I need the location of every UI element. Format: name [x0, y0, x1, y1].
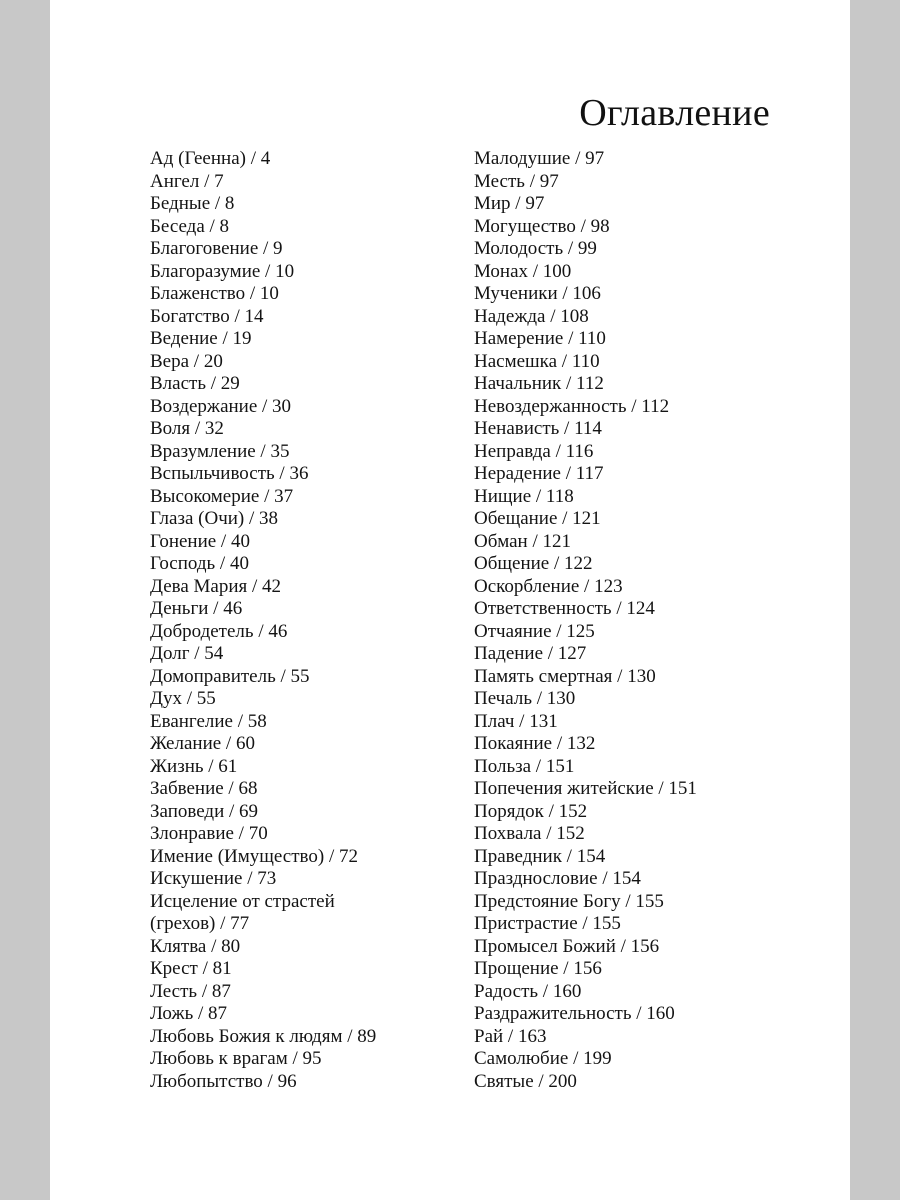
- toc-entry: Нерадение / 117: [474, 463, 604, 484]
- toc-entry: Прощение / 156: [474, 958, 602, 979]
- toc-entry: Долг / 54: [150, 643, 224, 664]
- toc-entry: Обещание / 121: [474, 508, 601, 529]
- toc-entry: Злонравие / 70: [150, 823, 268, 844]
- toc-entry: Любовь к врагам / 95: [150, 1048, 322, 1069]
- toc-column-right: [474, 148, 804, 1093]
- toc-entry: Господь / 40: [150, 553, 249, 574]
- toc-entry: Падение / 127: [474, 643, 587, 664]
- toc-entry: Память смертная / 130: [474, 665, 656, 687]
- toc-entry: Похвала / 152: [474, 823, 585, 844]
- toc-entry: Рай / 163: [474, 1025, 547, 1047]
- toc-entry: Воздержание / 30: [150, 395, 292, 417]
- toc-entry: Деньги / 46: [150, 598, 243, 619]
- toc-entry: (грехов) / 77: [150, 913, 250, 934]
- toc-entry: Гонение / 40: [150, 530, 250, 552]
- toc-entry: Высокомерие / 37: [150, 485, 294, 507]
- toc-entry: Искушение / 73: [150, 868, 277, 889]
- toc-entry: Общение / 122: [474, 553, 593, 574]
- toc-entry: Монах / 100: [474, 260, 572, 282]
- toc-entry: Ведение / 19: [150, 328, 252, 349]
- toc-entry: Молодость / 99: [474, 238, 597, 259]
- toc-entry: Промысел Божий / 156: [474, 935, 660, 957]
- toc-entry: Предстояние Богу / 155: [474, 890, 664, 912]
- toc-entry: Польза / 151: [474, 755, 575, 777]
- toc-entry: Бедные / 8: [150, 193, 235, 214]
- toc-entry: Крест / 81: [150, 958, 232, 979]
- toc-entry: Ненависть / 114: [474, 418, 602, 439]
- toc-entry: Ложь / 87: [150, 1003, 228, 1024]
- toc-entry: Попечения житейские / 151: [474, 778, 697, 799]
- toc-entry: Обман / 121: [474, 530, 571, 552]
- toc-column-left: [150, 148, 460, 1093]
- toc-entry: Беседа / 8: [150, 215, 230, 237]
- toc-entry: Евангелие / 58: [150, 710, 267, 732]
- toc-entry: Добродетель / 46: [150, 620, 288, 642]
- toc-entry: Невоздержанность / 112: [474, 395, 670, 417]
- toc-entry: Порядок / 152: [474, 800, 588, 822]
- toc-entry: Нищие / 118: [474, 485, 574, 507]
- toc-entry: Радость / 160: [474, 980, 582, 1002]
- toc-entry: Покаяние / 132: [474, 733, 596, 754]
- toc-entry: Забвение / 68: [150, 778, 258, 799]
- toc-entry: Глаза (Очи) / 38: [150, 508, 279, 529]
- toc-entry: Праведник / 154: [474, 845, 606, 867]
- toc-entry: Вера / 20: [150, 350, 223, 372]
- toc-entry: Ад (Геенна) / 4: [150, 148, 271, 169]
- toc-entry: Благоговение / 9: [150, 238, 283, 259]
- toc-entry: Оскорбление / 123: [474, 575, 623, 597]
- toc-entry: Воля / 32: [150, 418, 224, 439]
- toc-entry: Богатство / 14: [150, 305, 264, 327]
- toc-entry: Самолюбие / 199: [474, 1048, 612, 1069]
- toc-entry: Вспыльчивость / 36: [150, 463, 309, 484]
- toc-entry: Намерение / 110: [474, 328, 606, 349]
- toc-entry: Любопытство / 96: [150, 1070, 297, 1092]
- toc-entry: Желание / 60: [150, 733, 255, 754]
- toc-entry: Заповеди / 69: [150, 800, 259, 822]
- toc-entry: Любовь Божия к людям / 89: [150, 1025, 377, 1047]
- toc-entry: Начальник / 112: [474, 373, 604, 394]
- toc-entry: Благоразумие / 10: [150, 260, 295, 282]
- toc-entry: Власть / 29: [150, 373, 240, 394]
- toc-entry: Мученики / 106: [474, 283, 601, 304]
- toc-entry: Блаженство / 10: [150, 283, 279, 304]
- toc-entry: Надежда / 108: [474, 305, 589, 327]
- page-title: Оглавление: [579, 92, 770, 134]
- document-page: [50, 0, 850, 1200]
- toc-entry: Месть / 97: [474, 170, 559, 192]
- toc-entry: Празднословие / 154: [474, 868, 641, 889]
- toc-entry: Лесть / 87: [150, 980, 231, 1002]
- toc-entry: Ангел / 7: [150, 170, 224, 192]
- toc-entry: Насмешка / 110: [474, 350, 600, 372]
- toc-entry: Имение (Имущество) / 72: [150, 845, 358, 867]
- toc-entry: Исцеление от страстей: [150, 890, 335, 912]
- toc-entry: Жизнь / 61: [150, 755, 238, 777]
- toc-entry: Мир / 97: [474, 193, 545, 214]
- toc-entry: Отчаяние / 125: [474, 620, 595, 642]
- toc-entry: Печаль / 130: [474, 688, 576, 709]
- toc-entry: Могущество / 98: [474, 215, 610, 237]
- toc-entry: Вразумление / 35: [150, 440, 290, 462]
- toc-entry: Пристрастие / 155: [474, 913, 621, 934]
- toc-entry: Ответственность / 124: [474, 598, 655, 619]
- toc-entry: Неправда / 116: [474, 440, 594, 462]
- toc-entry: Плач / 131: [474, 710, 558, 732]
- toc-entry: Клятва / 80: [150, 935, 241, 957]
- toc-entry: Раздражительность / 160: [474, 1003, 675, 1024]
- toc-entry: Домоправитель / 55: [150, 665, 310, 687]
- toc-entry: Малодушие / 97: [474, 148, 605, 169]
- toc-entry: Святые / 200: [474, 1070, 577, 1092]
- toc-entry: Дух / 55: [150, 688, 216, 709]
- toc-entry: Дева Мария / 42: [150, 575, 282, 597]
